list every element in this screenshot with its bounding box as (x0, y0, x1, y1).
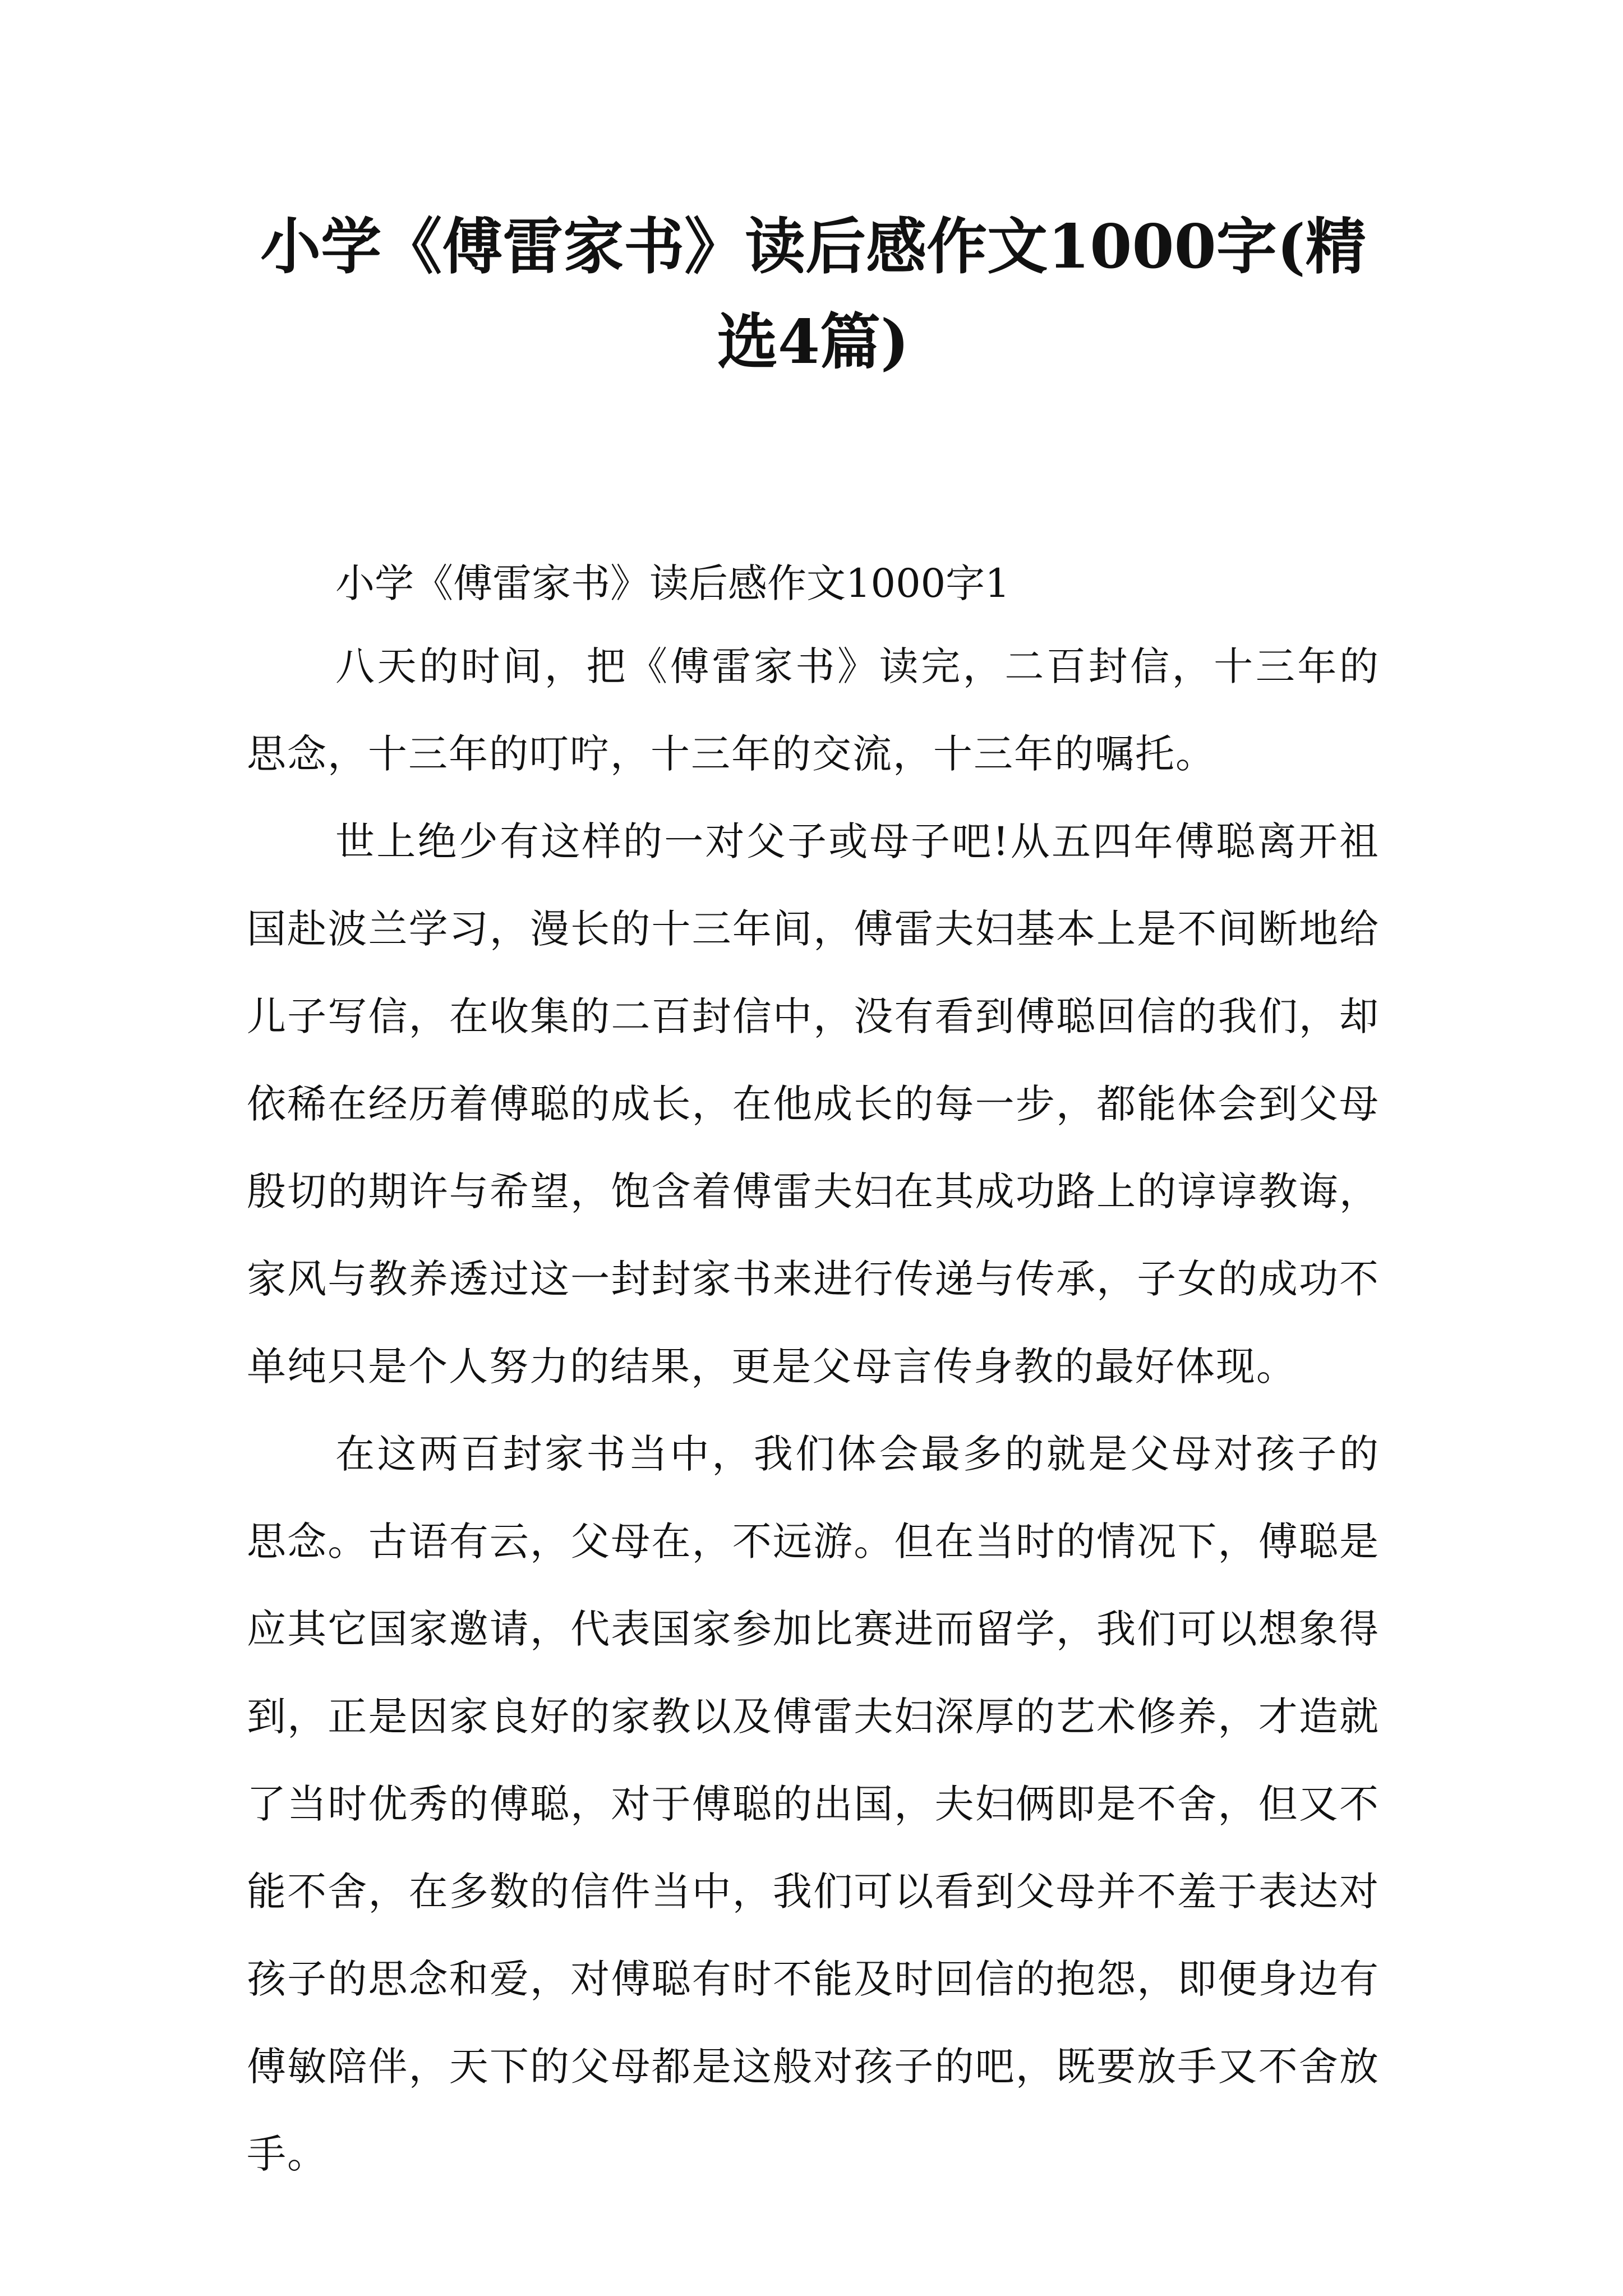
document-title: 小学《傅雷家书》读后感作文1000字(精选4篇) (260, 211, 1366, 378)
paragraph-1: 八天的时间，把《傅雷家书》读完，二百封信，十三年的思念，十三年的叮咛，十三年的交流，十三年的嘱托。 (247, 643, 1380, 777)
section-heading: 小学《傅雷家书》读后感作文1000字1 (335, 560, 1010, 606)
paragraph-3: 在这两百封家书当中，我们体会最多的就是父母对孩子的思念。古语有云，父母在，不远游。但在当时的情况下，傅聪是应其它国家邀请，代表国家参加比赛进而留学，我们可以想象得到，正是因家良好的家教以及傅雷夫妇深厚的艺术修养，才造就了当时优秀的傅聪，对于傅聪的出国，夫妇俩即是不舍，但又不能不舍，在多数的信件当中，我们可以看到父母并不羞于表达对孩子的思念和爱，对傅聪有时不能及时回信的抱怨，即便身边有傅敏陪伴，天下的父母都是这般对孩子的吧，既要放手又不舍放手。 (247, 1431, 1380, 2177)
paragraph-2: 世上绝少有这样的一对父子或母子吧!从五四年傅聪离开祖国赴波兰学习，漫长的十三年间，傅雷夫妇基本上是不间断地给儿子写信，在收集的二百封信中，没有看到傅聪回信的我们，却依稀在经历着傅聪的成长，在他成长的每一步，都能体会到父母殷切的期许与希望，饱含着傅雷夫妇在其成功路上的谆谆教诲，家风与教养透过这一封封家书来进行传递与传承，子女的成功不单纯只是个人努力的结果，更是父母言传身教的最好体现。 (247, 818, 1380, 1389)
document-body (247, 623, 1380, 2198)
